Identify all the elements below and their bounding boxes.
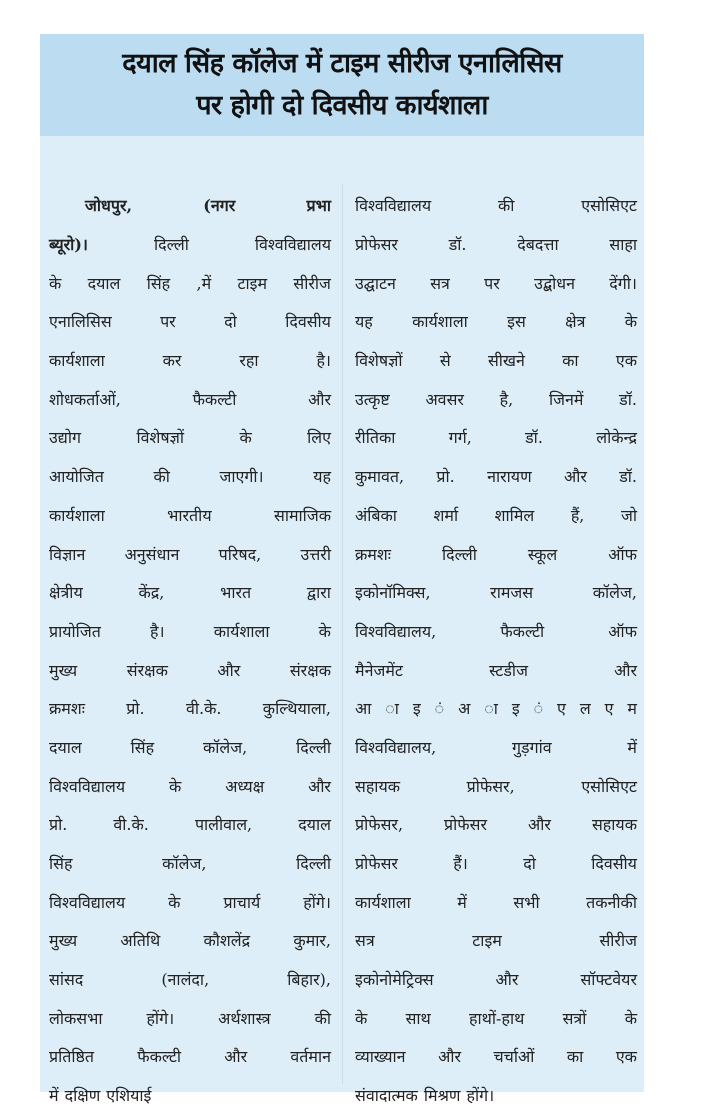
text-line: संवादात्मक मिश्रण होंगे। [355,1086,495,1106]
text-line: विशेषज्ञों से सीखने का एक [355,351,637,371]
text-line: उद्घाटन सत्र पर उद्बोधन देंगी। [355,273,637,293]
text-line: मैनेजमेंट स्टडीज और [355,660,637,680]
text-line: विश्वविद्यालय के प्राचार्य होंगे। [49,892,331,912]
text-line: एनालिसिस पर दो दिवसीय [49,312,331,332]
text-line: रीतिका गर्ग, डॉ. लोकेन्द्र [355,428,637,448]
text-line: लोकसभा होंगे। अर्थशास्त्र की [49,1008,331,1028]
text-line: इकोनॉमिक्स, रामजस कॉलेज, [355,583,637,603]
news-clipping [40,34,644,1106]
article-column-right [355,186,637,1115]
text-line: प्रायोजित है। कार्यशाला के [49,621,331,641]
text-line: शोधकर्ताओं, फैकल्टी और [49,389,331,409]
text-line: मुख्य संरक्षक और संरक्षक [49,660,331,680]
text-line: के दयाल सिंह ,में टाइम सीरीज [49,273,331,293]
text-line: कुमावत, प्रो. नारायण और डॉ. [355,467,637,487]
text-line: आ ा इ ं अ ा इ ं ए ल ए म [355,699,637,719]
text-line: आयोजित की जाएगी। यह [49,467,331,487]
text-line: क्षेत्रीय केंद्र, भारत द्वारा [49,583,331,603]
text-line: उत्कृष्ट अवसर है, जिनमें डॉ. [355,389,637,409]
article-column-left [49,186,331,1115]
text-line: विश्वविद्यालय, फैकल्टी ऑफ [355,621,637,641]
text-line: दयाल सिंह कॉलेज, दिल्ली [49,737,331,757]
text-line: प्रोफेसर, प्रोफेसर और सहायक [355,815,637,835]
text-line: ब्यूरो)। दिल्ली विश्वविद्यालय [49,235,331,255]
text-line: के साथ हाथों-हाथ सत्रों के [355,1008,637,1028]
text-line: सहायक प्रोफेसर, एसोसिएट [355,776,637,796]
text-line: उद्योग विशेषज्ञों के लिए [49,428,331,448]
text-line: प्रतिष्ठित फैकल्टी और वर्तमान [49,1047,331,1067]
text-line: प्रोफेसर हैं। दो दिवसीय [355,854,637,874]
text-line: प्रोफेसर डॉ. देबदत्ता साहा [355,235,637,255]
text-line: सिंह कॉलेज, दिल्ली [49,854,331,874]
text-line: में दक्षिण एशियाई [49,1086,152,1106]
text-line: जोधपुर, (नगर प्रभा [85,196,331,216]
column-divider [342,184,343,1084]
text-line: विश्वविद्यालय के अध्यक्ष और [49,776,331,796]
text-line: इकोनोमेट्रिक्स और सॉफ्टवेयर [355,970,637,990]
headline-line-1: दयाल सिंह कॉलेज में टाइम सीरीज एनालिसिस [122,48,562,79]
text-line: विज्ञान अनुसंधान परिषद, उत्तरी [49,544,331,564]
text-line: यह कार्यशाला इस क्षेत्र के [355,312,637,332]
text-line: सांसद (नालंदा, बिहार), [49,970,331,990]
text-line: विश्वविद्यालय, गुड़गांव में [355,737,637,757]
text-line: क्रमशः प्रो. वी.के. कुल्थियाला, [49,699,331,719]
headline-banner [40,34,644,136]
text-line: मुख्य अतिथि कौशलेंद्र कुमार, [49,931,331,951]
text-line: कार्यशाला में सभी तकनीकी [355,892,637,912]
text-line: अंबिका शर्मा शामिल हैं, जो [355,505,637,525]
text-line: कार्यशाला कर रहा है। [49,351,331,371]
text-line: सत्र टाइम सीरीज [355,931,637,951]
text-line: प्रो. वी.के. पालीवाल, दयाल [49,815,331,835]
text-line: व्याख्यान और चर्चाओं का एक [355,1047,637,1067]
text-line: विश्वविद्यालय की एसोसिएट [355,196,637,216]
headline-line-2: पर होगी दो दिवसीय कार्यशाला [196,90,488,121]
text-line: कार्यशाला भारतीय सामाजिक [49,505,331,525]
text-line: क्रमशः दिल्ली स्कूल ऑफ [355,544,637,564]
